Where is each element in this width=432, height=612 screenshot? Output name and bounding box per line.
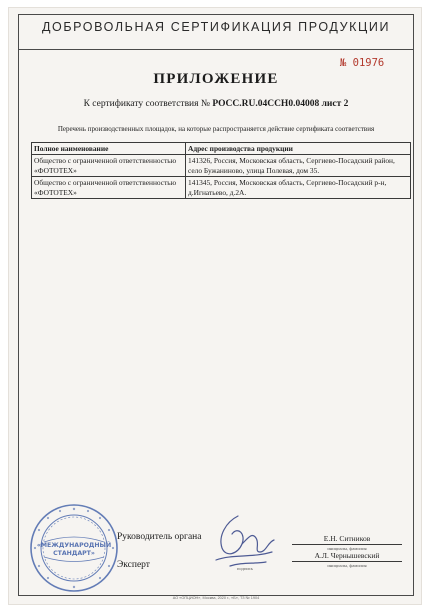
certificate-number: POCC.RU.04CCH0.04008 лист 2 xyxy=(212,99,349,109)
certificate-prefix: К сертификату соответствия № xyxy=(83,99,210,109)
expert-name-caption: инициалы, фамилия xyxy=(327,563,367,568)
column-header-address: Адрес производства продукции xyxy=(186,143,411,155)
expert-name-underline xyxy=(292,561,402,562)
header-title: ДОБРОВОЛЬНАЯ СЕРТИФИКАЦИЯ ПРОДУКЦИИ xyxy=(41,20,391,34)
head-name-underline xyxy=(292,544,402,545)
signature-caption: подпись xyxy=(236,566,253,571)
printer-footnote: АО «ОПЦИОН», Москва, 2020 г., «Б», ТЗ № 1904 xyxy=(172,596,260,600)
organization-stamp xyxy=(28,502,120,594)
address-cell: 141326, Россия, Московская область, Сергиево-Посадский район, село Бужаниново, улица Полевая, дом 35. xyxy=(186,155,411,177)
column-header-name: Полное наименование xyxy=(32,143,186,155)
svg-text:«МЕЖДУНАРОДНЫЙ: «МЕЖДУНАРОДНЫЙ xyxy=(36,542,112,549)
serial-number: № 01976 xyxy=(340,57,385,69)
head-name: Е.Н. Ситников xyxy=(323,534,371,543)
head-name-caption: инициалы, фамилия xyxy=(327,546,367,551)
intro-text: Перечень производственных площадок, на которые распространяется действие сертификата соответствия xyxy=(57,125,375,133)
svg-text:СТАНДАРТ»: СТАНДАРТ» xyxy=(53,550,95,557)
company-name-cell: Общество с ограниченной ответственностью «ФОТОТЕХ» xyxy=(32,155,186,177)
address-cell: 141345, Россия, Московская область, Сергиево-Посадский р-н, д.Игнатьево, д.2А. xyxy=(186,177,411,199)
expert-name: А.Л. Чернышевский xyxy=(314,551,380,560)
handwritten-signature xyxy=(208,508,280,572)
head-of-body-label: Руководитель органа xyxy=(117,532,202,542)
document-title: ПРИЛОЖЕНИЕ xyxy=(153,71,279,87)
company-name-cell: Общество с ограниченной ответственностью «ФОТОТЕХ» xyxy=(32,177,186,199)
expert-label: Эксперт xyxy=(117,560,150,570)
